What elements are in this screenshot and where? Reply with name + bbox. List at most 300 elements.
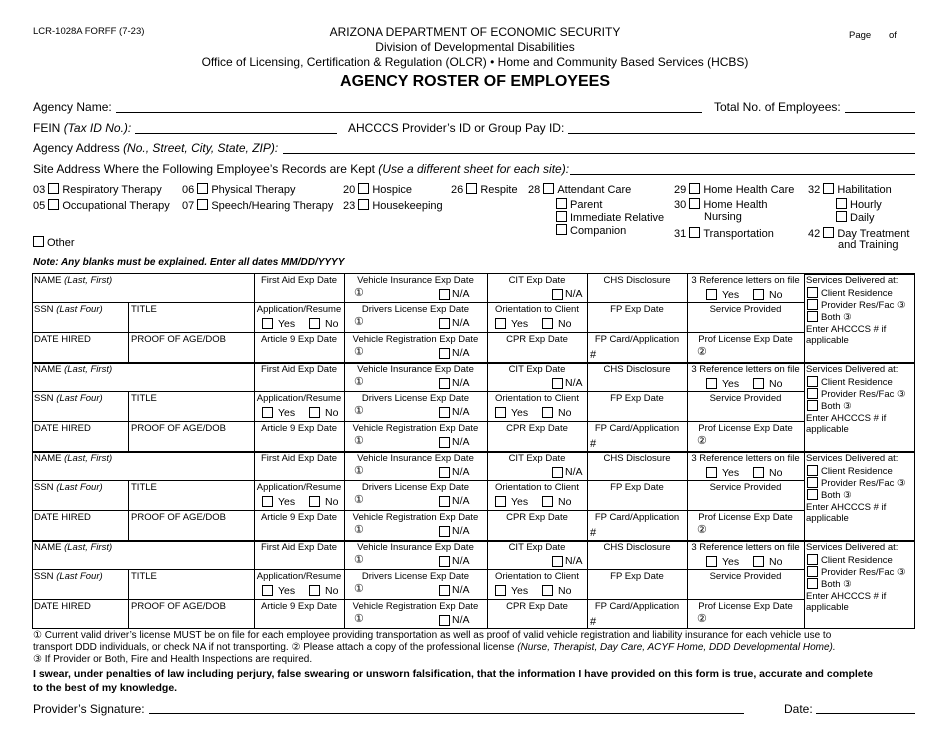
agency-address-field[interactable] xyxy=(283,153,915,154)
service-28-companion[interactable]: Companion xyxy=(556,224,626,237)
checkbox[interactable] xyxy=(836,211,847,222)
chs-header: CHS Disclosure xyxy=(603,364,671,375)
na-checkbox[interactable] xyxy=(552,467,563,478)
signature-field[interactable] xyxy=(149,713,744,714)
service-30-line2: Nursing xyxy=(704,211,742,223)
vehicle-registration-header: Vehicle Registration Exp Date xyxy=(352,334,479,345)
vehicle-registration-header: Vehicle Registration Exp Date xyxy=(352,601,479,612)
hash-symbol: # xyxy=(590,616,597,628)
fp-exp-header: FP Exp Date xyxy=(610,304,664,315)
service-28-parent[interactable]: Parent xyxy=(556,198,602,211)
drivers-license-header: Drivers License Exp Date xyxy=(361,393,470,404)
yes-checkbox[interactable] xyxy=(495,496,506,507)
article9-header: Article 9 Exp Date xyxy=(260,512,338,523)
date-hired-header: DATE HIRED xyxy=(34,334,91,345)
service-provided-header: Service Provided xyxy=(709,571,782,582)
na-label: N/A xyxy=(452,614,470,626)
no-checkbox[interactable] xyxy=(753,378,764,389)
both-checkbox[interactable] xyxy=(807,311,818,322)
checkbox[interactable] xyxy=(543,183,554,194)
page-label: Page xyxy=(849,30,872,41)
of-label: of xyxy=(889,30,897,41)
no-label: No xyxy=(558,496,572,508)
no-label: No xyxy=(558,585,572,597)
fp-card-header: FP Card/Application xyxy=(594,601,680,612)
checkbox[interactable] xyxy=(197,199,208,210)
footnote-2: transport DDD individuals, or check NA if not transporting. ② Please attach a copy of the professional license (Nurse, Therapist, Day Care, ACYF Home, DDD Developmental Home). xyxy=(33,642,836,653)
row-divider xyxy=(32,628,915,629)
first-aid-header: First Aid Exp Date xyxy=(260,275,338,286)
ahcccs-note: Enter AHCCCS # if xyxy=(806,413,887,424)
agency-name-field[interactable] xyxy=(116,112,702,113)
cit-header: CIT Exp Date xyxy=(508,275,566,286)
no-checkbox[interactable] xyxy=(309,407,320,418)
application-resume-header: Application/Resume xyxy=(256,482,342,493)
column-divider xyxy=(128,391,129,451)
yes-checkbox[interactable] xyxy=(495,585,506,596)
name-header: NAME (Last, First) xyxy=(34,364,113,375)
proof-of-age-header: PROOF OF AGE/DOB xyxy=(131,334,227,345)
na-label: N/A xyxy=(452,466,470,478)
proof-of-age-header: PROOF OF AGE/DOB xyxy=(131,512,227,523)
vehicle-registration-header: Vehicle Registration Exp Date xyxy=(352,423,479,434)
yes-label: Yes xyxy=(722,378,740,390)
service-23[interactable]: 23 Housekeeping xyxy=(343,200,443,212)
no-label: No xyxy=(325,496,339,508)
prof-license-header: Prof License Exp Date xyxy=(698,512,793,523)
fp-card-header: FP Card/Application xyxy=(594,334,680,345)
service-30[interactable]: 30 Home Health xyxy=(674,199,768,211)
column-divider xyxy=(254,273,255,629)
total-employees-field[interactable] xyxy=(845,112,915,113)
yes-checkbox[interactable] xyxy=(706,556,717,567)
fp-exp-header: FP Exp Date xyxy=(610,571,664,582)
na-checkbox[interactable] xyxy=(439,318,450,329)
yes-label: Yes xyxy=(722,467,740,479)
checkbox[interactable] xyxy=(823,227,834,238)
na-label: N/A xyxy=(452,555,470,567)
na-label: N/A xyxy=(452,377,470,389)
yes-checkbox[interactable] xyxy=(262,585,273,596)
service-20[interactable]: 20 Hospice xyxy=(343,184,413,196)
hash-symbol: # xyxy=(590,349,597,361)
client-residence-checkbox[interactable] xyxy=(807,287,818,298)
service-28[interactable]: 28 Attendant Care xyxy=(528,184,632,196)
hash-symbol: # xyxy=(590,527,597,539)
checkbox[interactable] xyxy=(358,183,369,194)
both-label: Both ③ xyxy=(821,312,852,323)
ahcccs-id-label: AHCCCS Provider’s ID or Group Pay ID: xyxy=(348,121,565,135)
prof-license-header: Prof License Exp Date xyxy=(698,334,793,345)
checkbox[interactable] xyxy=(197,183,208,194)
client-residence-checkbox[interactable] xyxy=(807,465,818,476)
cpr-header: CPR Exp Date xyxy=(506,334,568,345)
na-label: N/A xyxy=(452,525,470,537)
column-divider xyxy=(128,302,129,362)
services-delivered-header: Services Delivered at: xyxy=(806,453,899,464)
application-resume-header: Application/Resume xyxy=(256,393,342,404)
footnote-ref-1: ① xyxy=(354,287,364,299)
ssn-header: SSN (Last Four) xyxy=(34,482,103,493)
checkbox[interactable] xyxy=(48,183,59,194)
site-address-label: Site Address Where the Following Employee’s Records are Kept (Use a different sheet for each site): xyxy=(33,162,570,176)
division-name: Division of Developmental Disabilities xyxy=(375,40,575,54)
services-delivered-header: Services Delivered at: xyxy=(806,275,899,286)
chs-header: CHS Disclosure xyxy=(603,542,671,553)
ssn-header: SSN (Last Four) xyxy=(34,393,103,404)
na-checkbox[interactable] xyxy=(439,407,450,418)
service-42[interactable]: 42 Day Treatment xyxy=(808,228,910,240)
row-divider xyxy=(32,421,804,422)
cpr-header: CPR Exp Date xyxy=(506,601,568,612)
column-divider xyxy=(344,273,345,629)
ahcccs-note: applicable xyxy=(806,602,849,613)
footnote-ref-1: ① xyxy=(354,405,364,417)
orientation-header: Orientation to Client xyxy=(495,304,579,315)
title-header: TITLE xyxy=(131,571,157,582)
services-delivered-header: Services Delivered at: xyxy=(806,364,899,375)
footnote-ref-1: ① xyxy=(354,583,364,595)
ahcccs-note: applicable xyxy=(806,335,849,346)
both-checkbox[interactable] xyxy=(807,578,818,589)
na-label: N/A xyxy=(452,288,470,300)
row-divider xyxy=(32,332,804,333)
fp-card-header: FP Card/Application xyxy=(594,423,680,434)
provider-res-label: Provider Res/Fac ③ xyxy=(821,389,906,400)
article9-header: Article 9 Exp Date xyxy=(260,601,338,612)
prof-license-header: Prof License Exp Date xyxy=(698,423,793,434)
title-header: TITLE xyxy=(131,482,157,493)
checkbox[interactable] xyxy=(836,198,847,209)
column-divider xyxy=(487,273,488,629)
ahcccs-id-field[interactable] xyxy=(568,133,915,134)
no-checkbox[interactable] xyxy=(309,318,320,329)
footnote-ref-1: ① xyxy=(354,494,364,506)
provider-res-checkbox[interactable] xyxy=(807,566,818,577)
first-aid-header: First Aid Exp Date xyxy=(260,453,338,464)
cpr-header: CPR Exp Date xyxy=(506,423,568,434)
checkbox[interactable] xyxy=(689,183,700,194)
drivers-license-header: Drivers License Exp Date xyxy=(361,571,470,582)
na-label: N/A xyxy=(452,347,470,359)
chs-header: CHS Disclosure xyxy=(603,453,671,464)
provider-res-checkbox[interactable] xyxy=(807,388,818,399)
service-42-line2: and Training xyxy=(838,239,899,251)
no-label: No xyxy=(769,289,783,301)
ahcccs-note: Enter AHCCCS # if xyxy=(806,591,887,602)
column-divider xyxy=(32,273,33,629)
name-header: NAME (Last, First) xyxy=(34,275,113,286)
reference-letters-header: 3 Reference letters on file xyxy=(691,542,800,553)
footnote-ref-1: ① xyxy=(354,524,364,536)
yes-checkbox[interactable] xyxy=(495,318,506,329)
footnote-ref-1: ① xyxy=(354,346,364,358)
checkbox[interactable] xyxy=(823,183,834,194)
na-checkbox[interactable] xyxy=(552,378,563,389)
na-checkbox[interactable] xyxy=(439,526,450,537)
column-divider xyxy=(804,273,805,629)
na-label: N/A xyxy=(452,495,470,507)
vehicle-insurance-header: Vehicle Insurance Exp Date xyxy=(357,364,474,375)
na-checkbox[interactable] xyxy=(552,289,563,300)
row-divider xyxy=(32,480,804,481)
fp-exp-header: FP Exp Date xyxy=(610,393,664,404)
na-label: N/A xyxy=(565,555,583,567)
footnote-ref-2: ② xyxy=(697,346,707,358)
both-checkbox[interactable] xyxy=(807,400,818,411)
service-provided-header: Service Provided xyxy=(709,304,782,315)
yes-checkbox[interactable] xyxy=(706,378,717,389)
na-checkbox[interactable] xyxy=(552,556,563,567)
na-checkbox[interactable] xyxy=(439,437,450,448)
no-checkbox[interactable] xyxy=(753,556,764,567)
yes-checkbox[interactable] xyxy=(262,496,273,507)
service-32[interactable]: 32 Habilitation xyxy=(808,184,892,196)
yes-label: Yes xyxy=(511,585,529,597)
proof-of-age-header: PROOF OF AGE/DOB xyxy=(131,601,227,612)
checkbox[interactable] xyxy=(556,198,567,209)
footnote-3: ③ If Provider or Both, Fire and Health Inspections are required. xyxy=(33,654,313,665)
no-checkbox[interactable] xyxy=(542,585,553,596)
application-resume-header: Application/Resume xyxy=(256,304,342,315)
first-aid-header: First Aid Exp Date xyxy=(260,364,338,375)
orientation-header: Orientation to Client xyxy=(495,571,579,582)
cit-header: CIT Exp Date xyxy=(508,542,566,553)
no-label: No xyxy=(325,318,339,330)
services-delivered-header: Services Delivered at: xyxy=(806,542,899,553)
yes-label: Yes xyxy=(511,318,529,330)
client-residence-checkbox[interactable] xyxy=(807,376,818,387)
hash-symbol: # xyxy=(590,438,597,450)
date-hired-header: DATE HIRED xyxy=(34,423,91,434)
footnote-ref-1: ① xyxy=(354,376,364,388)
vehicle-insurance-header: Vehicle Insurance Exp Date xyxy=(357,453,474,464)
na-checkbox[interactable] xyxy=(439,348,450,359)
no-label: No xyxy=(558,318,572,330)
service-other[interactable]: Other xyxy=(33,236,75,249)
employee-roster-table xyxy=(32,273,915,629)
na-label: N/A xyxy=(452,436,470,448)
name-header: NAME (Last, First) xyxy=(34,453,113,464)
service-28-relative[interactable]: Immediate Relative xyxy=(556,211,664,224)
reference-letters-header: 3 Reference letters on file xyxy=(691,453,800,464)
provider-res-label: Provider Res/Fac ③ xyxy=(821,300,906,311)
fp-card-header: FP Card/Application xyxy=(594,512,680,523)
department-name: ARIZONA DEPARTMENT OF ECONOMIC SECURITY xyxy=(329,25,621,39)
yes-label: Yes xyxy=(278,585,296,597)
reference-letters-header: 3 Reference letters on file xyxy=(691,364,800,375)
yes-checkbox[interactable] xyxy=(262,407,273,418)
column-divider xyxy=(128,480,129,540)
checkbox[interactable] xyxy=(556,224,567,235)
client-residence-label: Client Residence xyxy=(821,377,893,388)
na-checkbox[interactable] xyxy=(439,585,450,596)
orientation-header: Orientation to Client xyxy=(495,482,579,493)
fein-label: FEIN (Tax ID No.): xyxy=(33,121,132,135)
article9-header: Article 9 Exp Date xyxy=(260,334,338,345)
no-checkbox[interactable] xyxy=(542,407,553,418)
provider-res-checkbox[interactable] xyxy=(807,299,818,310)
na-label: N/A xyxy=(452,317,470,329)
yes-checkbox[interactable] xyxy=(262,318,273,329)
column-divider xyxy=(128,569,129,629)
reference-letters-header: 3 Reference letters on file xyxy=(691,275,800,286)
agency-name-label: Agency Name: xyxy=(33,100,112,114)
checkbox[interactable] xyxy=(689,198,700,209)
yes-checkbox[interactable] xyxy=(706,467,717,478)
oath-line-1: I swear, under penalties of law including perjury, false swearing or unsworn falsification, that the information I have provided on this form is true, accurate and complete xyxy=(33,668,873,680)
na-checkbox[interactable] xyxy=(439,556,450,567)
chs-header: CHS Disclosure xyxy=(603,275,671,286)
client-residence-label: Client Residence xyxy=(821,288,893,299)
fein-field[interactable] xyxy=(135,133,337,134)
yes-label: Yes xyxy=(511,407,529,419)
total-employees-label: Total No. of Employees: xyxy=(714,100,841,114)
provider-res-label: Provider Res/Fac ③ xyxy=(821,478,906,489)
footnote-ref-2: ② xyxy=(697,435,707,447)
both-label: Both ③ xyxy=(821,579,852,590)
na-checkbox[interactable] xyxy=(439,496,450,507)
footnote-ref-2: ② xyxy=(697,524,707,536)
footnote-ref-1: ① xyxy=(354,316,364,328)
service-06[interactable]: 06 Physical Therapy xyxy=(182,184,296,196)
footnote-ref-1: ① xyxy=(354,554,364,566)
no-checkbox[interactable] xyxy=(753,289,764,300)
name-header: NAME (Last, First) xyxy=(34,542,113,553)
provider-res-checkbox[interactable] xyxy=(807,477,818,488)
column-divider xyxy=(687,273,688,629)
agency-address-label: Agency Address (No., Street, City, State, ZIP): xyxy=(33,141,279,155)
na-checkbox[interactable] xyxy=(439,467,450,478)
both-checkbox[interactable] xyxy=(807,489,818,500)
no-checkbox[interactable] xyxy=(542,318,553,329)
na-checkbox[interactable] xyxy=(439,378,450,389)
service-29[interactable]: 29 Home Health Care xyxy=(674,184,795,196)
service-32-hourly[interactable]: Hourly xyxy=(836,198,882,211)
client-residence-label: Client Residence xyxy=(821,555,893,566)
cit-header: CIT Exp Date xyxy=(508,364,566,375)
checkbox[interactable] xyxy=(556,211,567,222)
footnote-ref-2: ② xyxy=(697,613,707,625)
footnote-ref-1: ① xyxy=(354,613,364,625)
title-header: TITLE xyxy=(131,393,157,404)
date-hired-header: DATE HIRED xyxy=(34,512,91,523)
footnote-ref-1: ① xyxy=(354,465,364,477)
ssn-header: SSN (Last Four) xyxy=(34,304,103,315)
row-divider xyxy=(32,391,804,392)
yes-label: Yes xyxy=(278,407,296,419)
both-label: Both ③ xyxy=(821,490,852,501)
no-label: No xyxy=(325,407,339,419)
client-residence-checkbox[interactable] xyxy=(807,554,818,565)
yes-label: Yes xyxy=(278,496,296,508)
no-checkbox[interactable] xyxy=(309,585,320,596)
vehicle-insurance-header: Vehicle Insurance Exp Date xyxy=(357,542,474,553)
no-label: No xyxy=(558,407,572,419)
vehicle-registration-header: Vehicle Registration Exp Date xyxy=(352,512,479,523)
column-divider xyxy=(914,273,915,629)
drivers-license-header: Drivers License Exp Date xyxy=(361,482,470,493)
yes-label: Yes xyxy=(278,318,296,330)
both-label: Both ③ xyxy=(821,401,852,412)
provider-res-label: Provider Res/Fac ③ xyxy=(821,567,906,578)
ahcccs-note: applicable xyxy=(806,513,849,524)
footnote-ref-1: ① xyxy=(354,435,364,447)
checkbox[interactable] xyxy=(33,236,44,247)
no-label: No xyxy=(769,556,783,568)
checkbox[interactable] xyxy=(358,199,369,210)
no-checkbox[interactable] xyxy=(542,496,553,507)
row-divider xyxy=(32,302,804,303)
ahcccs-note: Enter AHCCCS # if xyxy=(806,502,887,513)
article9-header: Article 9 Exp Date xyxy=(260,423,338,434)
signature-label: Provider’s Signature: xyxy=(33,702,145,716)
cpr-header: CPR Exp Date xyxy=(506,512,568,523)
service-05[interactable]: 05 Occupational Therapy xyxy=(33,200,170,212)
no-checkbox[interactable] xyxy=(309,496,320,507)
yes-label: Yes xyxy=(511,496,529,508)
yes-label: Yes xyxy=(722,289,740,301)
form-id: LCR-1028A FORFF (7-23) xyxy=(33,26,145,37)
service-provided-header: Service Provided xyxy=(709,393,782,404)
site-address-field[interactable] xyxy=(570,174,915,175)
yes-checkbox[interactable] xyxy=(706,289,717,300)
no-label: No xyxy=(769,467,783,479)
row-divider xyxy=(32,569,804,570)
row-divider xyxy=(32,510,804,511)
service-26[interactable]: 26 Respite xyxy=(451,184,518,196)
checkbox[interactable] xyxy=(466,183,477,194)
prof-license-header: Prof License Exp Date xyxy=(698,601,793,612)
no-label: No xyxy=(769,378,783,390)
ahcccs-note: applicable xyxy=(806,424,849,435)
date-hired-header: DATE HIRED xyxy=(34,601,91,612)
fp-exp-header: FP Exp Date xyxy=(610,482,664,493)
oath-line-2: to the best of my knowledge. xyxy=(33,682,178,694)
client-residence-label: Client Residence xyxy=(821,466,893,477)
yes-label: Yes xyxy=(722,556,740,568)
ahcccs-note: Enter AHCCCS # if xyxy=(806,324,887,335)
na-label: N/A xyxy=(565,288,583,300)
no-checkbox[interactable] xyxy=(753,467,764,478)
service-07[interactable]: 07 Speech/Hearing Therapy xyxy=(182,200,334,212)
service-03[interactable]: 03 Respiratory Therapy xyxy=(33,184,162,196)
column-divider xyxy=(587,273,588,629)
row-divider xyxy=(32,273,804,274)
na-label: N/A xyxy=(452,584,470,596)
footnote-1: ① Current valid driver’s license MUST be on file for each employee providing transportation as well as proof of valid vehicle registration and liability insurance for each vehicle use to xyxy=(33,630,832,641)
yes-checkbox[interactable] xyxy=(495,407,506,418)
checkbox[interactable] xyxy=(689,227,700,238)
na-checkbox[interactable] xyxy=(439,289,450,300)
cit-header: CIT Exp Date xyxy=(508,453,566,464)
first-aid-header: First Aid Exp Date xyxy=(260,542,338,553)
checkbox[interactable] xyxy=(48,199,59,210)
date-field[interactable] xyxy=(816,713,915,714)
office-name: Office of Licensing, Certification & Regulation (OLCR) • Home and Community Based Services (HCBS) xyxy=(201,55,749,69)
service-32-daily[interactable]: Daily xyxy=(836,211,874,224)
na-checkbox[interactable] xyxy=(439,615,450,626)
na-label: N/A xyxy=(565,466,583,478)
page-title: AGENCY ROSTER OF EMPLOYEES xyxy=(340,73,610,90)
no-label: No xyxy=(325,585,339,597)
proof-of-age-header: PROOF OF AGE/DOB xyxy=(131,423,227,434)
orientation-header: Orientation to Client xyxy=(495,393,579,404)
service-31[interactable]: 31 Transportation xyxy=(674,228,774,240)
service-provided-header: Service Provided xyxy=(709,482,782,493)
na-label: N/A xyxy=(452,406,470,418)
vehicle-insurance-header: Vehicle Insurance Exp Date xyxy=(357,275,474,286)
